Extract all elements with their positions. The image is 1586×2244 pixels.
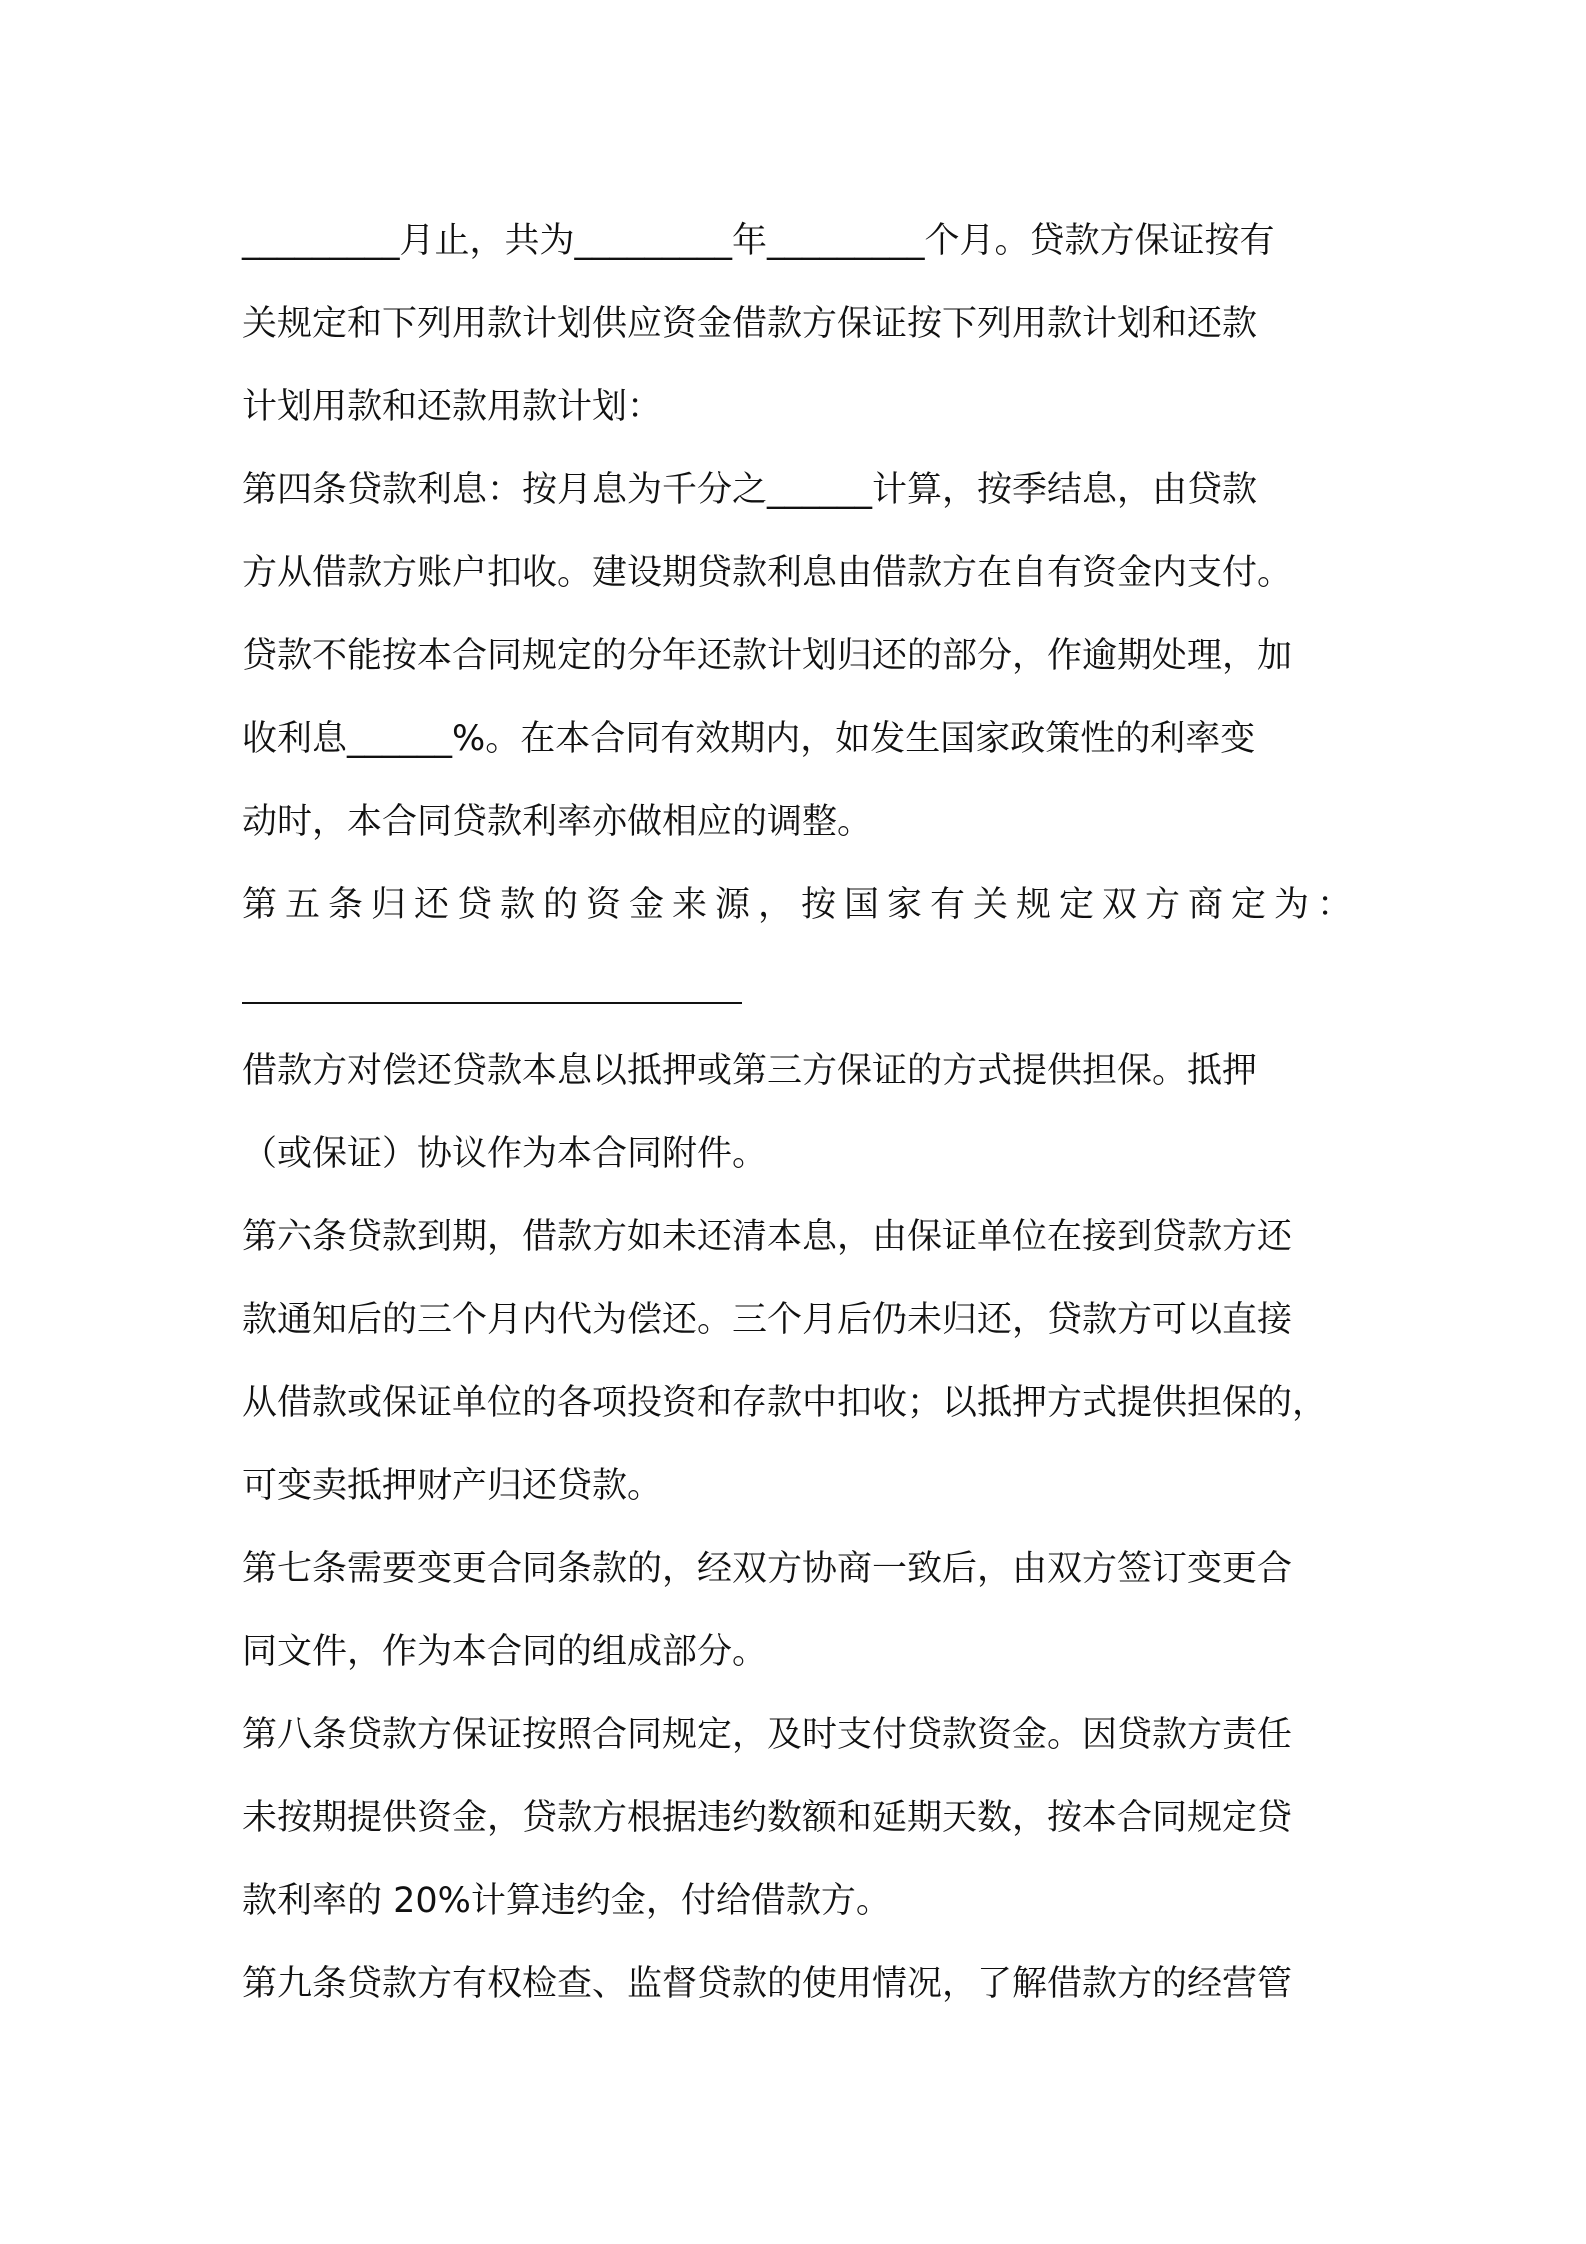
text-line: 方从借款方账户扣收。建设期贷款利息由借款方在自有资金内支付。 <box>242 553 1293 593</box>
blank-fill-line <box>242 947 1362 1030</box>
text-line: 贷款不能按本合同规定的分年还款计划归还的部分，作逾期处理，加 <box>242 636 1293 676</box>
text-line: 第六条贷款到期，借款方如未还清本息，由保证单位在接到贷款方还 <box>242 1217 1293 1257</box>
text-line: 第五条归还贷款的资金来源，按国家有关规定双方商定为： <box>242 885 1361 925</box>
text-line: 款利率的 20%计算违约金，付给借款方。 <box>242 1881 891 1921</box>
text-line: 收利息______%。在本合同有效期内，如发生国家政策性的利率变 <box>242 719 1256 759</box>
underline-rule <box>242 1002 742 1004</box>
text-line: 计划用款和还款用款计划： <box>242 387 663 427</box>
text-line: 可变卖抵押财产归还贷款。 <box>242 1466 663 1506</box>
text-line: 借款方对偿还贷款本息以抵押或第三方保证的方式提供担保。抵押 <box>242 1051 1258 1091</box>
document-body <box>242 200 1362 2026</box>
text-line: 关规定和下列用款计划供应资金借款方保证按下列用款计划和还款 <box>242 304 1258 344</box>
text-line: 同文件，作为本合同的组成部分。 <box>242 1632 768 1672</box>
text-line: 第九条贷款方有权检查、监督贷款的使用情况，了解借款方的经营管 <box>242 1964 1293 2004</box>
text-line: 款通知后的三个月内代为偿还。三个月后仍未归还，贷款方可以直接 <box>242 1300 1293 1340</box>
text-line: （或保证）协议作为本合同附件。 <box>242 1134 768 1174</box>
text-line: 未按期提供资金，贷款方根据违约数额和延期天数，按本合同规定贷 <box>242 1798 1293 1838</box>
text-line: 从借款或保证单位的各项投资和存款中扣收；以抵押方式提供担保的， <box>242 1383 1328 1423</box>
text-line: 第八条贷款方保证按照合同规定，及时支付贷款资金。因贷款方责任 <box>242 1715 1293 1755</box>
text-line: 第七条需要变更合同条款的，经双方协商一致后，由双方签订变更合 <box>242 1549 1293 1589</box>
text-line: _________月止，共为_________年_________个月。贷款方保证按有 <box>242 221 1275 261</box>
text-line: 动时，本合同贷款利率亦做相应的调整。 <box>242 802 873 842</box>
text-line: 第四条贷款利息：按月息为千分之______计算，按季结息，由贷款 <box>242 470 1258 510</box>
